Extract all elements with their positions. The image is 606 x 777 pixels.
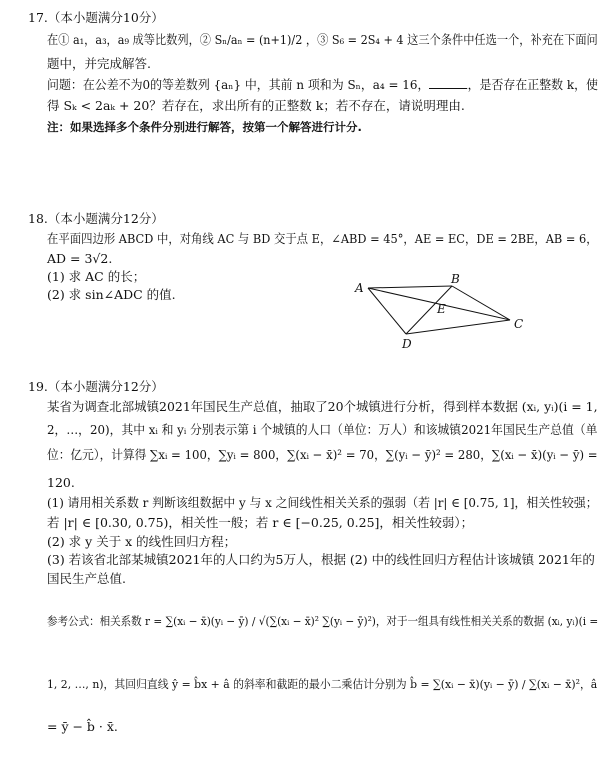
p18-line-3: (1) 求 AC 的长；	[47, 269, 146, 284]
p19-line-8: (3) 若该省北部某城镇2021年的人口约为5万人，根据 (2) 中的线性回归方程估计该城镇 2021年的	[47, 552, 595, 567]
p18-header: 18.（本小题满分12分）	[28, 211, 164, 226]
vertex-c: C	[514, 317, 524, 331]
p17-line-4: 得 Sₖ < 2aₖ + 20？若存在，求出所有的正整数 k；若不存在，请说明理由.	[47, 98, 465, 113]
p19-line-9: 国民生产总值.	[47, 571, 126, 586]
p17-line-3b: ，是否存在正整数 k，使	[467, 77, 599, 92]
p17-line-3	[47, 76, 598, 94]
vertex-a: A	[355, 281, 364, 295]
p19-line-6: 若 |r| ∈ [0.30, 0.75)，相关性一般；若 r ∈ [−0.25, 0.25]，相关性较弱）；	[47, 515, 474, 530]
vertex-b: B	[451, 272, 460, 286]
vertex-e: E	[437, 302, 446, 316]
quadrilateral-figure	[350, 272, 550, 352]
p17-line-3a: 问题：在公差不为0的等差数列 {aₙ} 中，其前 n 项和为 Sₙ，a₄ = 16，	[47, 77, 430, 92]
p17-header: 17.（本小题满分10分）	[28, 10, 164, 25]
p19-header: 19.（本小题满分12分）	[28, 379, 164, 394]
p19-ref-formula-2: 1, 2, …, n)，其回归直线 ŷ = b̂x + â 的斜率和截距的最小二乘估计分别为 b̂ = ∑(xᵢ − x̄)(yᵢ − ȳ) / ∑(xᵢ − x̄)²，â	[47, 677, 598, 691]
answer-blank	[429, 76, 467, 89]
p19-line-5: (1) 请用相关系数 r 判断该组数据中 y 与 x 之间线性相关关系的强弱（若 |r| ∈ [0.75, 1]，相关性较强；	[47, 495, 598, 510]
p19-line-2: 2，…，20)，其中 xᵢ 和 yᵢ 分别表示第 i 个城镇的人口（单位：万人）和该城镇2021年国民生产总值（单	[47, 422, 598, 437]
p17-note: 注：如果选择多个条件分别进行解答，按第一个解答进行计分.	[47, 120, 362, 134]
p18-line-4: (2) 求 sin∠ADC 的值.	[47, 287, 176, 302]
p17-line-2: 题中，并完成解答.	[47, 56, 151, 71]
p18-line-2: AD = 3√2.	[47, 251, 113, 266]
p19-ref-formula-1: 参考公式：相关系数 r = ∑(xᵢ − x̄)(yᵢ − ȳ) / √(∑(xᵢ − x̄)² ∑(yᵢ − ȳ)²)，对于一组具有线性相关关系的数据 (xᵢ, yᵢ)(i =	[47, 614, 599, 628]
p19-ref-formula-3: = ȳ − b̂ · x̄.	[47, 719, 118, 734]
p19-line-1: 某省为调查北部城镇2021年国民生产总值，抽取了20个城镇进行分析，得到样本数据 (xᵢ, yᵢ)(i = 1,	[47, 399, 598, 414]
p18-line-1: 在平面四边形 ABCD 中，对角线 AC 与 BD 交于点 E，∠ABD = 45°，AE = EC，DE = 2BE，AB = 6，	[47, 231, 598, 246]
p19-line-3: 位：亿元），计算得 ∑xᵢ = 100，∑yᵢ = 800，∑(xᵢ − x̄)² = 70，∑(yᵢ − ȳ)² = 280，∑(xᵢ − x̄)(yᵢ − ȳ) =	[47, 447, 598, 462]
vertex-d: D	[402, 337, 412, 351]
p19-line-7: (2) 求 y 关于 x 的线性回归方程；	[47, 534, 237, 549]
p17-line-1: 在① a₁，a₃，a₉ 成等比数列，② Sₙ/aₙ = (n+1)/2 ，③ S₆ = 2S₄ + 4 这三个条件中任选一个，补充在下面问	[47, 32, 598, 47]
p19-line-4: 120.	[47, 475, 75, 490]
